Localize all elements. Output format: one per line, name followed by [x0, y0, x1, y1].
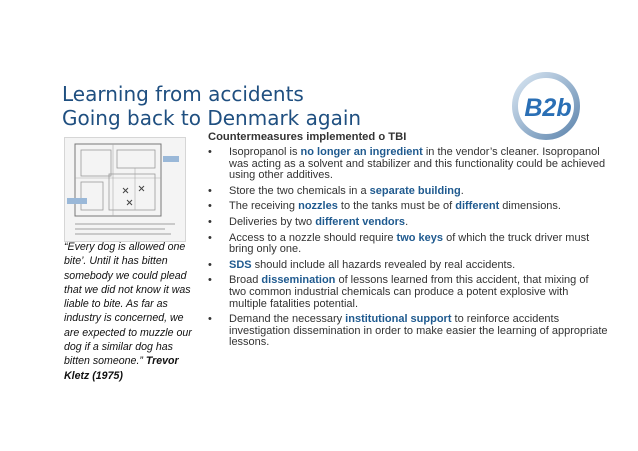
text: .	[460, 184, 464, 197]
countermeasures-list	[208, 147, 608, 349]
highlight: different	[455, 200, 500, 213]
highlight: dissemination	[261, 274, 336, 287]
kletz-quote	[64, 240, 199, 383]
text: in the vendor’s cleaner. Isopropanol was acting as a solvent and stabilizer and this functionality could be achieved using other additives.	[229, 146, 606, 182]
list-item	[208, 147, 608, 182]
title-line-1: Learning from accidents	[62, 82, 304, 106]
text: Access to a nozzle should require	[229, 231, 397, 244]
highlight: two keys	[396, 231, 444, 244]
highlight: SDS	[229, 258, 252, 271]
text: of which the truck driver must bring only one.	[229, 231, 590, 256]
text: .	[405, 215, 409, 228]
title-line-2: Going back to Denmark again	[62, 106, 362, 130]
text: Demand the necessary	[229, 313, 346, 326]
highlight: no longer an ingredient	[300, 146, 423, 158]
text: to the tanks must be of	[337, 200, 456, 213]
list-item	[208, 233, 608, 256]
list-item	[208, 260, 608, 272]
highlight: separate building	[369, 184, 461, 197]
text: of lessons learned from this accident, that mixing of two common industrial chemicals can produce a potent explosive with multiple fatalities potential.	[229, 274, 589, 310]
text: Deliveries by two	[229, 215, 316, 228]
text: Isopropanol is	[229, 146, 301, 158]
text: Store the two chemicals in a	[229, 184, 370, 197]
countermeasures-heading: Countermeasures implemented o TBI	[208, 131, 407, 143]
list-item	[208, 217, 608, 229]
list-item	[208, 314, 608, 349]
text: Broad	[229, 274, 262, 287]
list-item	[208, 275, 608, 310]
text: The receiving	[229, 200, 299, 213]
countermeasures-panel	[208, 130, 608, 353]
quote-author: Trevor Kletz (1975)	[64, 355, 179, 382]
highlight: institutional support	[345, 313, 452, 326]
quote-text: “Every dog is allowed one bite’. Until it has bitten somebody we could plead that we did not know it was liable to bite. As far as industry is concerned, we are expected to muzzle our dog if a similar dog has bitten someone.”	[64, 241, 192, 368]
slide-title	[62, 82, 361, 130]
logo-text: B2b	[524, 94, 572, 122]
highlight: nozzles	[298, 200, 338, 213]
list-item	[208, 201, 608, 213]
accident-site-diagram	[64, 137, 186, 242]
text: to reinforce accidents investigation dissemination in order to make easier the learning of appropriate lessons.	[229, 313, 608, 349]
highlight: different vendors	[315, 215, 406, 228]
text: should include all hazards revealed by real accidents.	[251, 258, 516, 271]
list-item	[208, 186, 608, 198]
text: dimensions.	[499, 200, 561, 213]
